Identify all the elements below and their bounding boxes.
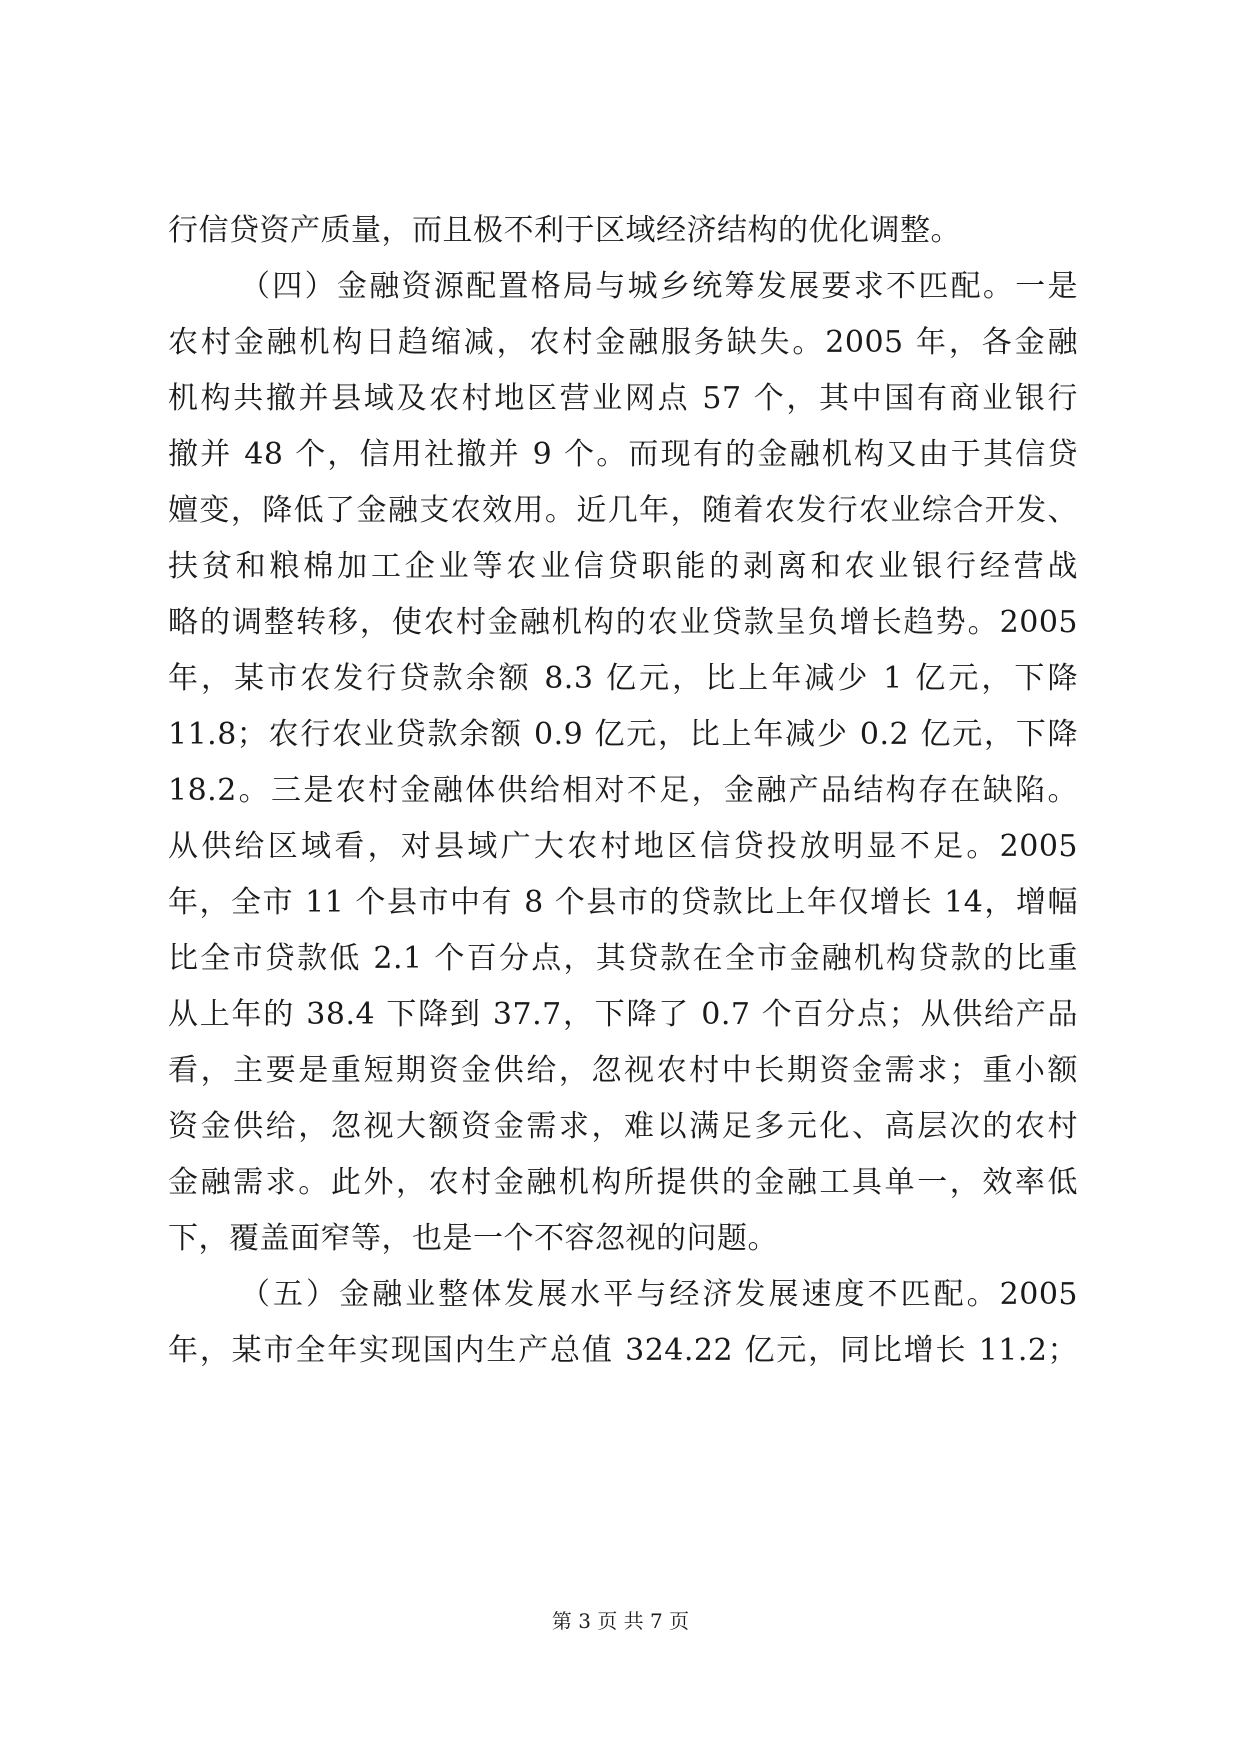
text-line: 扶贫和粮棉加工企业等农业信贷职能的剥离和农业银行经营战 [168,549,1078,584]
text-line: 18.2。三是农村金融体供给相对不足，金融产品结构存在缺陷。 [168,773,1078,808]
page-number-footer: 第 3 页 共 7 页 [551,1609,690,1633]
text-line: 从上年的 38.4 下降到 37.7，下降了 0.7 个百分点；从供给产品 [168,997,1078,1032]
paragraph-heading-line: （五）金融业整体发展水平与经济发展速度不匹配。2005 [240,1277,1078,1312]
text-line: 年，某市农发行贷款余额 8.3 亿元，比上年减少 1 亿元，下降 [168,661,1078,696]
text-line: 嬗变，降低了金融支农效用。近几年，随着农发行农业综合开发、 [168,493,1078,528]
text-line: 略的调整转移，使农村金融机构的农业贷款呈负增长趋势。2005 [168,605,1078,640]
text-line: 撤并 48 个，信用社撤并 9 个。而现有的金融机构又由于其信贷 [168,437,1078,472]
text-line: 年，某市全年实现国内生产总值 324.22 亿元，同比增长 11.2； [168,1333,1078,1368]
text-line: 农村金融机构日趋缩减，农村金融服务缺失。2005 年，各金融 [168,325,1078,360]
text-line: 11.8；农行农业贷款余额 0.9 亿元，比上年减少 0.2 亿元，下降 [168,717,1078,752]
text-line: 比全市贷款低 2.1 个百分点，其贷款在全市金融机构贷款的比重 [168,941,1078,976]
text-line: 看，主要是重短期资金供给，忽视农村中长期资金需求；重小额 [168,1053,1078,1088]
text-line: 机构共撤并县域及农村地区营业网点 57 个，其中国有商业银行 [168,381,1078,416]
text-line: 行信贷资产质量，而且极不利于区域经济结构的优化调整。 [168,213,961,248]
text-line: 下，覆盖面窄等，也是一个不容忽视的问题。 [168,1221,778,1256]
text-line: 资金供给，忽视大额资金需求，难以满足多元化、高层次的农村 [168,1109,1078,1144]
text-line: 从供给区域看，对县域广大农村地区信贷投放明显不足。2005 [168,829,1078,864]
paragraph-heading-line: （四）金融资源配置格局与城乡统筹发展要求不匹配。一是 [240,269,1078,304]
text-line: 金融需求。此外，农村金融机构所提供的金融工具单一，效率低 [168,1165,1078,1200]
text-line: 年，全市 11 个县市中有 8 个县市的贷款比上年仅增长 14，增幅 [168,885,1078,920]
